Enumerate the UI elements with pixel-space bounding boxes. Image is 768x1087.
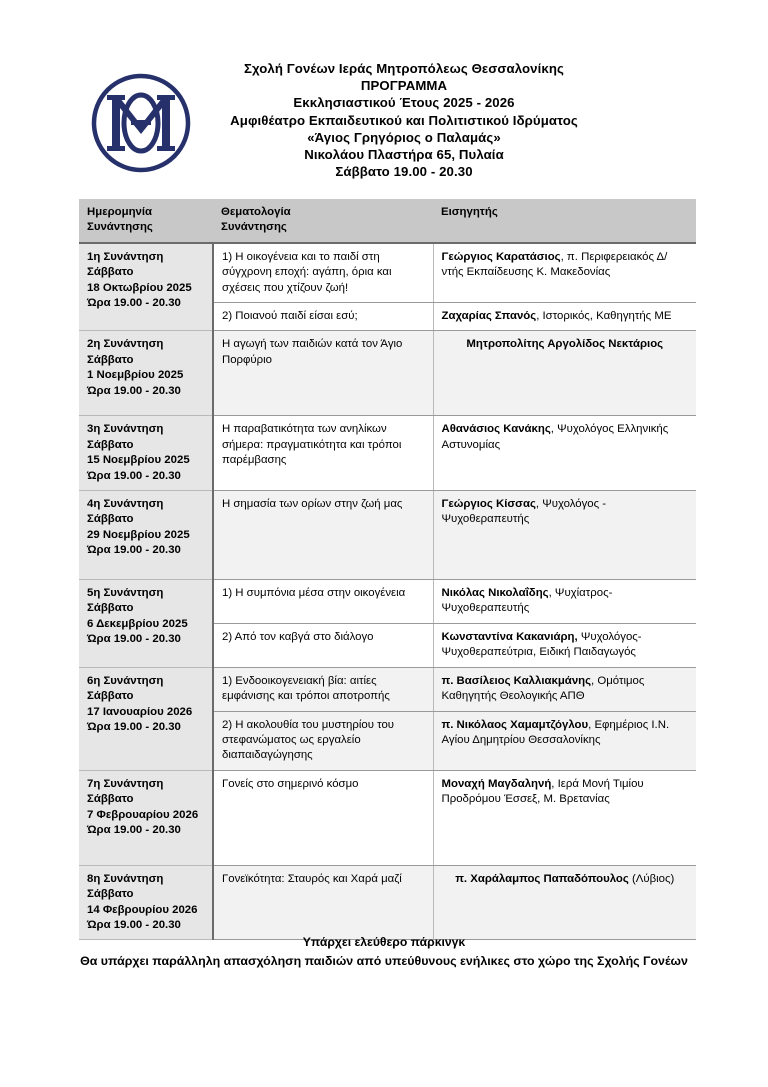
meeting-date-line: 5η Συνάντηση xyxy=(87,587,164,600)
meeting-date-line: 3η Συνάντηση xyxy=(87,423,164,436)
column-header-topic-line2: Συνάντησης xyxy=(221,221,287,234)
speaker-title: , Ιερά Μονή Τιμίου Προδρόμου Έσσεξ, Μ. Βρετανίας xyxy=(441,777,644,806)
meeting-date-line: 15 Νοεμβρίου 2025 xyxy=(87,454,190,467)
speaker-name: Ζαχαρίας Σπανός xyxy=(441,310,537,323)
meeting-speaker-cell xyxy=(433,243,696,303)
meeting-date-cell xyxy=(79,331,213,416)
column-header-speaker-line1: Εισηγητής xyxy=(441,206,498,218)
meeting-topic-cell: 1) Η συμπόνια μέσα στην οικογένεια xyxy=(213,580,433,624)
header-line-3: Εκκλησιαστικού Έτους 2025 - 2026 xyxy=(293,95,515,111)
meeting-speaker-cell xyxy=(433,711,696,770)
meeting-topic-cell: Η σημασία των ορίων στην ζωή μας xyxy=(213,491,433,580)
schedule-table xyxy=(79,199,696,940)
speaker-name: Μοναχή Μαγδαληνή xyxy=(441,777,552,790)
meeting-date-line: Σάββατο xyxy=(87,266,134,279)
meeting-date-cell xyxy=(79,865,213,940)
meeting-date-line: 7η Συνάντηση xyxy=(87,777,164,790)
meeting-date-line: Σάββατο xyxy=(87,690,134,703)
meeting-speaker-cell xyxy=(433,416,696,491)
meeting-topic-cell: 2) Από τον καβγά στο διάλογο xyxy=(213,623,433,667)
meeting-date-cell xyxy=(79,243,213,331)
table-row xyxy=(79,667,696,711)
meeting-speaker-cell xyxy=(433,667,696,711)
column-header-date-line1: Ημερομηνία xyxy=(87,206,153,218)
table-row xyxy=(79,243,696,303)
table-header-row xyxy=(79,199,696,243)
meeting-date-line: 4η Συνάντηση xyxy=(87,498,164,511)
meeting-date-cell xyxy=(79,491,213,580)
meeting-date-line: Ώρα 19.00 - 20.30 xyxy=(87,633,181,646)
speaker-title: , Εφημέριος Ι.Ν. Αγίου Δημητρίου Θεσσαλονίκης xyxy=(441,718,670,746)
meeting-date-line: 29 Νοεμβρίου 2025 xyxy=(87,528,190,541)
meeting-date-cell xyxy=(79,770,213,865)
meeting-date-line: Ώρα 19.00 - 20.30 xyxy=(87,384,181,397)
meeting-date-line: Σάββατο xyxy=(87,793,134,806)
meeting-speaker-cell xyxy=(433,331,696,416)
meeting-topic-cell: Γονεϊκότητα: Σταυρός και Χαρά μαζί xyxy=(213,865,433,940)
meeting-date-line: 6 Δεκεμβρίου 2025 xyxy=(87,617,188,630)
metropolis-monogram-icon xyxy=(88,70,194,176)
meeting-date-line: Σάββατο xyxy=(87,602,134,615)
footer-parking-note: Υπάρχει ελεύθερο πάρκινγκ xyxy=(302,935,466,949)
meeting-date-line: Ώρα 19.00 - 20.30 xyxy=(87,297,181,310)
speaker-title: , Ψυχίατρος-Ψυχοθεραπευτής xyxy=(441,587,613,615)
meeting-date-line: 14 Φεβρουρίου 2026 xyxy=(87,903,198,916)
meeting-date-line: Ώρα 19.00 - 20.30 xyxy=(87,469,181,482)
speaker-title: Ψυχολόγος-Ψυχοθεραπεύτρια, Ειδική Παιδαγωγός xyxy=(441,630,642,659)
meeting-date-line: 7 Φεβρουαρίου 2026 xyxy=(87,808,199,821)
document-footer xyxy=(0,933,768,971)
meeting-speaker-cell xyxy=(433,580,696,624)
table-row xyxy=(79,331,696,416)
table-row xyxy=(79,770,696,865)
column-header-topic xyxy=(213,199,433,243)
speaker-name: π. Βασίλειος Καλλιακμάνης xyxy=(441,674,592,687)
meeting-date-line: Ώρα 19.00 - 20.30 xyxy=(87,823,181,836)
meeting-date-line: 8η Συνάντηση xyxy=(87,872,164,885)
schedule-table-body xyxy=(79,243,696,940)
column-header-topic-line1: Θεματολογία xyxy=(221,206,291,218)
meeting-speaker-cell xyxy=(433,865,696,940)
meeting-speaker-cell xyxy=(433,491,696,580)
meeting-date-line: 18 Οκτωβρίου 2025 xyxy=(87,281,192,294)
schedule-table-wrapper xyxy=(79,199,696,940)
document-header xyxy=(0,0,768,190)
speaker-title: (Λύβιος) xyxy=(628,872,675,885)
speaker-name: Αθανάσιος Κανάκης xyxy=(441,423,551,436)
header-line-2: ΠΡΟΓΡΑΜΜΑ xyxy=(360,78,448,94)
meeting-date-line: 6η Συνάντηση xyxy=(87,674,164,687)
meeting-topic-cell: 1) Η οικογένεια και το παιδί στη σύγχρονη εποχή: αγάπη, όρια και σχέσεις που χτίζουν ζωή! xyxy=(213,243,433,303)
speaker-name: π. Χαράλαμπος Παπαδόπουλος xyxy=(455,872,629,885)
meeting-date-line: 2η Συνάντηση xyxy=(87,338,164,351)
footer-childcare-note: Θα υπάρχει παράλληλη απασχόληση παιδιών από υπεύθυνους ενήλικες στο χώρο της Σχολής Γονέων xyxy=(80,954,688,968)
meeting-date-line: 17 Ιανουαρίου 2026 xyxy=(87,705,193,718)
speaker-name: Γεώργιος Καρατάσιος xyxy=(441,250,561,263)
meeting-date-line: 1η Συνάντηση xyxy=(87,250,164,263)
header-line-6: Νικολάου Πλαστήρα 65, Πυλαία xyxy=(304,147,504,163)
meeting-topic-cell: Η αγωγή των παιδιών κατά τον Άγιο Πορφύριο xyxy=(213,331,433,416)
speaker-name: Γεώργιος Κίσσας xyxy=(441,498,536,511)
table-row xyxy=(79,416,696,491)
meeting-date-line: Ώρα 19.00 - 20.30 xyxy=(87,544,181,557)
speaker-name: π. Νικόλαος Χαμαμτζόγλου xyxy=(441,718,589,731)
table-row xyxy=(79,491,696,580)
speaker-title: , Ομότιμος Καθηγητής Θεολογικής ΑΠΘ xyxy=(441,674,645,703)
meeting-topic-cell: Γονείς στο σημερινό κόσμο xyxy=(213,770,433,865)
meeting-date-line: Ώρα 19.00 - 20.30 xyxy=(87,918,181,931)
speaker-title: , Ψυχολόγος Ελληνικής Αστυνομίας xyxy=(441,423,669,451)
meeting-speaker-cell xyxy=(433,303,696,331)
column-header-date-line2: Συνάντησης xyxy=(87,221,153,234)
meeting-speaker-cell xyxy=(433,623,696,667)
meeting-date-cell xyxy=(79,667,213,770)
meeting-date-cell xyxy=(79,580,213,668)
header-line-1: Σχολή Γονέων Ιεράς Μητροπόλεως Θεσσαλονίκης xyxy=(244,61,564,76)
speaker-title: , π. Περιφερειακός Δ/ντής Εκπαίδευσης Κ. Μακεδονίας xyxy=(441,250,668,279)
column-header-speaker xyxy=(433,199,696,243)
speaker-title: , Ιστορικός, Καθηγητής ΜΕ xyxy=(536,310,672,323)
meeting-date-line: 1 Νοεμβρίου 2025 xyxy=(87,369,184,382)
speaker-name: Νικόλας Νικολαΐδης xyxy=(441,587,549,600)
meeting-date-line: Σάββατο xyxy=(87,438,134,451)
column-header-date xyxy=(79,199,213,243)
meeting-topic-cell: Η παραβατικότητα των ανηλίκων σήμερα: πραγματικότητα και τρόποι παρέμβασης xyxy=(213,416,433,491)
meeting-topic-cell: 1) Ενδοοικογενειακή βία: αιτίες εμφάνισης και τρόποι αποτροπής xyxy=(213,667,433,711)
header-line-4: Αμφιθέατρο Εκπαιδευτικού και Πολιτιστικού Ιδρύματος xyxy=(230,112,578,128)
header-line-7: Σάββατο 19.00 - 20.30 xyxy=(335,164,473,180)
header-line-5: «Άγιος Γρηγόριος ο Παλαμάς» xyxy=(307,129,501,145)
table-row xyxy=(79,580,696,624)
speaker-name: Κωνσταντίνα Κακανιάρη, xyxy=(441,630,578,643)
meeting-date-cell xyxy=(79,416,213,491)
meeting-speaker-cell xyxy=(433,770,696,865)
meeting-date-line: Σάββατο xyxy=(87,888,134,901)
meeting-date-line: Σάββατο xyxy=(87,353,134,366)
meeting-topic-cell: 2) Ποιανού παιδί είσαι εσύ; xyxy=(213,303,433,331)
table-row xyxy=(79,865,696,940)
meeting-date-line: Σάββατο xyxy=(87,513,134,526)
meeting-topic-cell: 2) Η ακολουθία του μυστηρίου του στεφανώματος ως εργαλείο διαπαιδαγώγησης xyxy=(213,711,433,770)
speaker-name: Μητροπολίτης Αργολίδος Νεκτάριος xyxy=(466,338,664,351)
meeting-date-line: Ώρα 19.00 - 20.30 xyxy=(87,720,181,733)
speaker-title: , Ψυχολόγος - Ψυχοθεραπευτής xyxy=(441,498,607,526)
